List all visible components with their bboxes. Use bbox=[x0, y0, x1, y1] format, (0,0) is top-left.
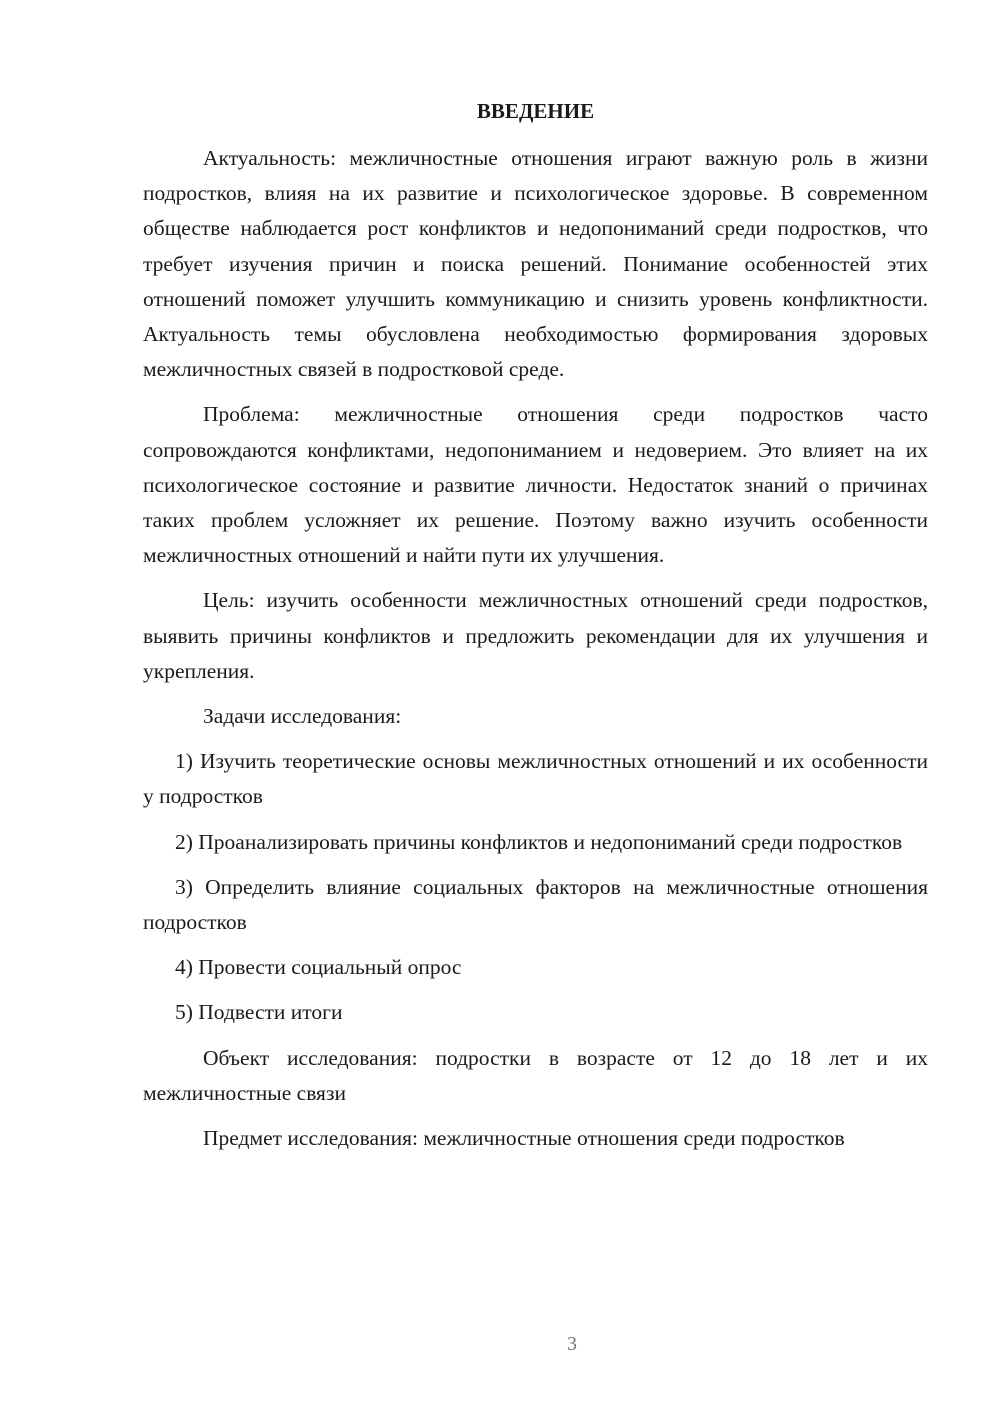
paragraph-goal: Цель: изучить особенности межличностных отношений среди подростков, выявить причины конфликтов и предложить рекомендации для их улучшения и укрепления. bbox=[143, 588, 928, 683]
task-item-1: 1) Изучить теоретические основы межличностных отношений и их особенности у подростков bbox=[143, 749, 928, 809]
tasks-heading: Задачи исследования: bbox=[203, 704, 402, 729]
paragraph-subject: Предмет исследования: межличностные отношения среди подростков bbox=[203, 1126, 845, 1151]
page-number: 3 bbox=[567, 1333, 577, 1355]
task-item-4: 4) Провести социальный опрос bbox=[175, 955, 462, 980]
paragraph-object: Объект исследования: подростки в возрасте от 12 до 18 лет и их межличностные связи bbox=[143, 1045, 928, 1105]
task-item-3: 3) Определить влияние социальных факторов на межличностные отношения подростков bbox=[143, 874, 928, 935]
paragraph-relevance: Актуальность: межличностные отношения играют важную роль в жизни подростков, влияя на их развитие и психологическое здоровье. В современном обществе наблюдается рост конфликтов и недопониманий среди подростков, что требует изучения причин и поиска решений. Понимание особенностей этих отношений поможет улучшить коммуникацию и снизить уровень конфликтности. Актуальность темы обусловлена необходимостью формирования здоровых межличностных связей в подростковой среде. bbox=[143, 146, 928, 382]
document-page bbox=[143, 90, 928, 1166]
task-item-2: 2) Проанализировать причины конфликтов и недопониманий среди подростков bbox=[175, 829, 903, 854]
page-title: ВВЕДЕНИЕ bbox=[476, 99, 595, 123]
paragraph-problem: Проблема: межличностные отношения среди подростков часто сопровождаются конфликтами, недопониманием и недоверием. Это влияет на их психологическое состояние и развитие личности. Недостаток знаний о причинах таких проблем усложняет их решение. Поэтому важно изучить особенности межличностных отношений и найти пути их улучшения. bbox=[143, 402, 928, 568]
task-item-5: 5) Подвести итоги bbox=[175, 1000, 343, 1025]
